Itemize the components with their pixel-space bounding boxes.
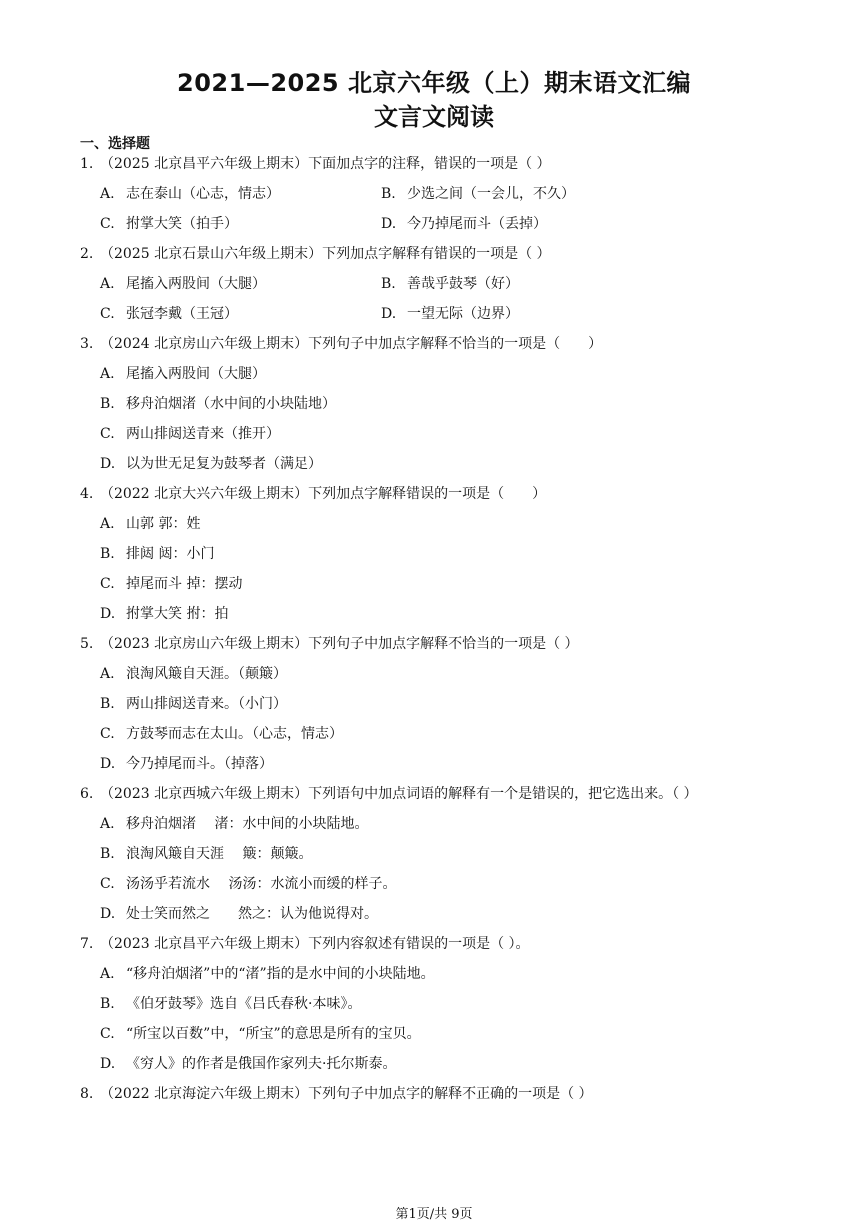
question-6 (80, 784, 698, 804)
option-7c: C. “所宝以百数”中，“所宝”的意思是所有的宝贝。 (100, 1026, 421, 1042)
question-text: （2025 北京石景山六年级上期末）下列加点字解释有错误的一项是（ ） (100, 246, 551, 262)
option-7b: B. 《伯牙鼓琴》选自《吕氏春秋·本味》。 (100, 996, 362, 1012)
option-7d: D. 《穷人》的作者是俄国作家列夫·托尔斯泰。 (100, 1056, 397, 1072)
option-2b: B. 善哉乎鼓琴（好） (381, 276, 519, 292)
question-number: 7. (80, 936, 94, 952)
option-6d: D. 处士笑而然之 然之：认为他说得对。 (100, 906, 378, 922)
question-8 (80, 1084, 593, 1104)
question-text: （2023 北京房山六年级上期末）下列句子中加点字解释不恰当的一项是（ ） (100, 636, 579, 652)
option-1a: A. 志在泰山（心志，情志） (100, 186, 280, 202)
document-title: 2021—2025 北京六年级（上）期末语文汇编 (177, 69, 691, 97)
question-number: 6. (80, 786, 94, 802)
question-number: 5. (80, 636, 94, 652)
question-number: 1. (80, 156, 94, 172)
option-5d: D. 今乃掉尾而斗。（掉落） (100, 756, 273, 772)
question-text: （2023 北京西城六年级上期末）下列语句中加点词语的解释有一个是错误的，把它选出来。（ ） (100, 786, 698, 802)
option-6a: A. 移舟泊烟渚 渚：水中间的小块陆地。 (100, 816, 369, 832)
option-7a: A. “移舟泊烟渚”中的“渚”指的是水中间的小块陆地。 (100, 966, 435, 982)
document-subtitle: 文言文阅读 (374, 103, 494, 131)
question-1 (80, 154, 551, 174)
question-number: 3. (80, 336, 94, 352)
option-3d: D. 以为世无足复为鼓琴者（满足） (100, 456, 322, 472)
question-number: 2. (80, 246, 94, 262)
question-5 (80, 634, 579, 654)
question-4 (80, 484, 546, 504)
option-5a: A. 浪淘风簸自天涯。（颠簸） (100, 666, 287, 682)
section-heading: 一、选择题 (80, 136, 150, 152)
option-6b: B. 浪淘风簸自天涯 簸：颠簸。 (100, 846, 313, 862)
question-2 (80, 244, 551, 264)
question-text: （2023 北京昌平六年级上期末）下列内容叙述有错误的一项是（ ）。 (100, 936, 530, 952)
option-4d: D. 拊掌大笑 拊：拍 (100, 606, 229, 622)
option-3b: B. 移舟泊烟渚（水中间的小块陆地） (100, 396, 336, 412)
option-2c: C. 张冠李戴（王冠） (100, 306, 238, 322)
option-1b: B. 少选之间（一会儿，不久） (381, 186, 575, 202)
option-1c: C. 拊掌大笑（拍手） (100, 216, 238, 232)
question-text: （2022 北京大兴六年级上期末）下列加点字解释错误的一项是（ ） (100, 486, 547, 502)
question-7 (80, 934, 530, 954)
option-4a: A. 山郭 郭：姓 (100, 516, 201, 532)
option-1d: D. 今乃掉尾而斗（丢掉） (381, 216, 547, 232)
question-text: （2024 北京房山六年级上期末）下列句子中加点字解释不恰当的一项是（ ） (100, 336, 603, 352)
option-3c: C. 两山排闼送青来（推开） (100, 426, 280, 442)
option-2d: D. 一望无际（边界） (381, 306, 519, 322)
question-number: 8. (80, 1086, 94, 1102)
option-3a: A. 尾搐入两股间（大腿） (100, 366, 266, 382)
option-5b: B. 两山排闼送青来。（小门） (100, 696, 287, 712)
question-number: 4. (80, 486, 94, 502)
option-6c: C. 汤汤乎若流水 汤汤：水流小而缓的样子。 (100, 876, 397, 892)
question-3 (80, 334, 602, 354)
option-5c: C. 方鼓琴而志在太山。（心志，情志） (100, 726, 343, 742)
question-text: （2025 北京昌平六年级上期末）下面加点字的注释，错误的一项是（ ） (100, 156, 551, 172)
page-footer: 第1页/共 9页 (395, 1207, 473, 1222)
option-4b: B. 排闼 闼：小门 (100, 546, 215, 562)
option-4c: C. 掉尾而斗 掉：摆动 (100, 576, 243, 592)
option-2a: A. 尾搐入两股间（大腿） (100, 276, 266, 292)
question-text: （2022 北京海淀六年级上期末）下列句子中加点字的解释不正确的一项是（ ） (100, 1086, 593, 1102)
